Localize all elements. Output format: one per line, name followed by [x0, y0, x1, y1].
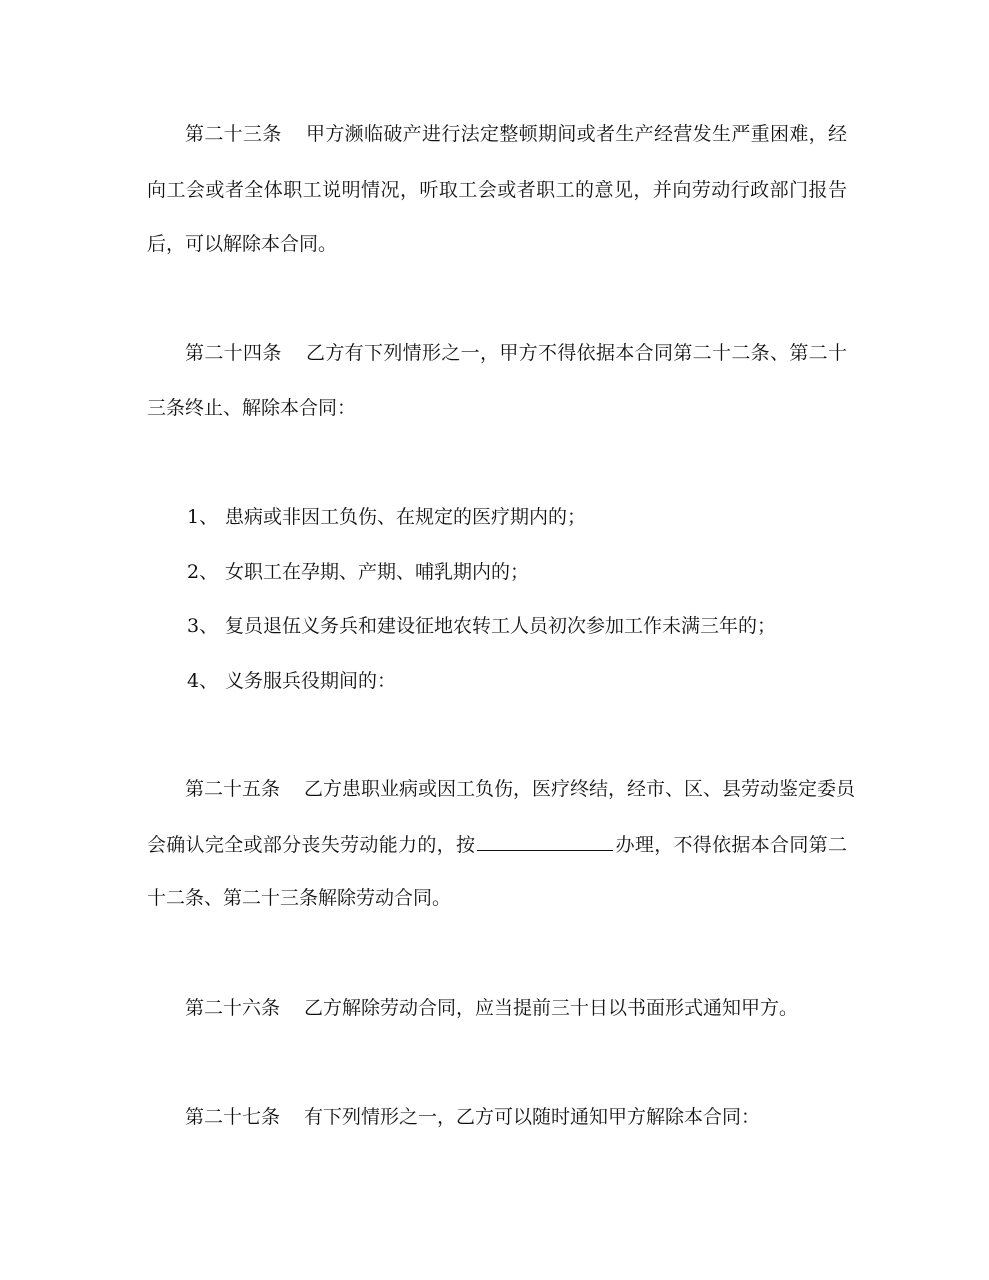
article-25-line-2: 会确认完全或部分丧失劳动能力的，按 办理，不得依据本合同第二: [147, 834, 847, 856]
article-27-label: 第二十七条: [185, 1106, 281, 1128]
article-26-label: 第二十六条: [185, 997, 281, 1019]
article-23-line-2: 向工会或者全体职工说明情况，听取工会或者职工的意见，并向劳动行政部门报告: [147, 179, 847, 201]
article-23-line-3: 后，可以解除本合同。: [147, 233, 338, 255]
article-23-line-1: [185, 122, 847, 146]
article-23-text-1: 甲方濒临破产进行法定整顿期间或者生产经营发生严重困难，经: [305, 123, 847, 145]
article-24-text-1: 乙方有下列情形之一，甲方不得依据本合同第二十二条、第二十: [305, 342, 847, 364]
article-25-line-3: 十二条、第二十三条解除劳动合同。: [147, 887, 452, 909]
article-25-text-1: 乙方患职业病或因工负伤，医疗终结，经市、区、县劳动鉴定委员: [304, 778, 856, 800]
list-item: 4、 义务服兵役期间的：: [187, 670, 397, 692]
article-25-label: 第二十五条: [185, 778, 281, 800]
list-item: 2、 女职工在孕期、产期、哺乳期内的；: [187, 561, 530, 583]
article-26-text-1: 乙方解除劳动合同，应当提前三十日以书面形式通知甲方。: [304, 997, 799, 1019]
article-24-line-1: [185, 341, 847, 365]
article-27-line-1: [185, 1105, 847, 1129]
article-24-line-2: 三条终止、解除本合同：: [147, 397, 357, 419]
article-24-label: 第二十四条: [185, 342, 282, 364]
article-25-line-1: [185, 777, 856, 801]
article-23-label: 第二十三条: [185, 123, 282, 145]
list-item: 3、 复员退伍义务兵和建设征地农转工人员初次参加工作未满三年的；: [187, 615, 777, 637]
list-item: 1、 患病或非因工负伤、在规定的医疗期内的；: [187, 506, 587, 528]
fill-in-blank: [477, 832, 613, 851]
article-26-line-1: [185, 996, 847, 1020]
article-27-text-1: 有下列情形之一，乙方可以随时通知甲方解除本合同：: [304, 1106, 761, 1128]
